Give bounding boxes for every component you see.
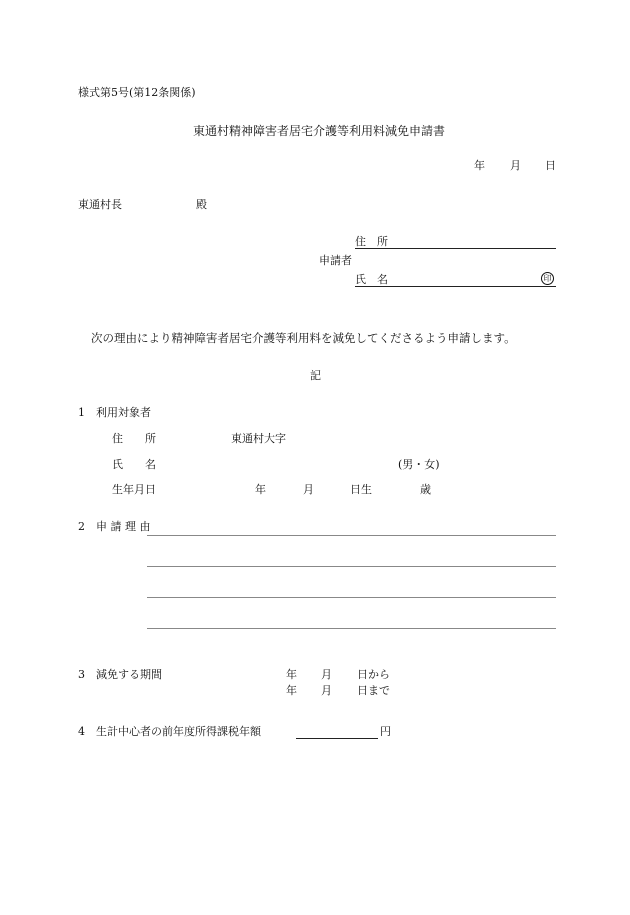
applicant-group-label: 申請者 bbox=[319, 254, 352, 267]
period-to-year: 年 bbox=[286, 684, 297, 697]
income-tax-amount-field[interactable] bbox=[296, 738, 378, 739]
period-from-year: 年 bbox=[286, 668, 297, 681]
addressee-honorific: 殿 bbox=[196, 198, 207, 211]
dob-year: 年 bbox=[255, 483, 266, 496]
reason-line-3[interactable] bbox=[147, 597, 556, 598]
section4-label: 生計中心者の前年度所得課税年額 bbox=[96, 725, 261, 738]
date-year-label: 年 bbox=[474, 159, 485, 172]
subject-address-value: 東通村大字 bbox=[231, 432, 286, 445]
yen-unit: 円 bbox=[380, 725, 391, 738]
period-from-day: 日から bbox=[357, 668, 390, 681]
date-day-label: 日 bbox=[545, 159, 556, 172]
document-title: 東通村精神障害者居宅介護等利用料減免申請書 bbox=[193, 124, 446, 138]
section2-label: 申 請 理 由 bbox=[96, 520, 151, 533]
reason-line-2[interactable] bbox=[147, 566, 556, 567]
dob-month: 月 bbox=[303, 483, 314, 496]
subject-dob-label: 生年月日 bbox=[112, 483, 156, 496]
subject-name-label: 氏 名 bbox=[112, 458, 156, 471]
period-to-month: 月 bbox=[321, 684, 332, 697]
applicant-address-label: 住 所 bbox=[355, 235, 388, 248]
form-number: 様式第5号(第12条関係) bbox=[78, 86, 196, 99]
period-from-month: 月 bbox=[321, 668, 332, 681]
period-to-day: 日まで bbox=[357, 684, 390, 697]
section4-number: 4 bbox=[78, 725, 85, 738]
section1-label: 利用対象者 bbox=[96, 406, 151, 419]
applicant-address-field[interactable] bbox=[355, 248, 556, 249]
ki-heading: 記 bbox=[310, 369, 321, 382]
date-month-label: 月 bbox=[510, 159, 521, 172]
section1-number: 1 bbox=[78, 406, 85, 419]
subject-sex: (男・女) bbox=[398, 458, 440, 471]
section3-number: 3 bbox=[78, 668, 85, 681]
applicant-name-field[interactable] bbox=[355, 286, 556, 287]
dob-day: 日生 bbox=[350, 483, 372, 496]
reason-line-1[interactable] bbox=[147, 535, 556, 536]
subject-age: 歳 bbox=[420, 483, 431, 496]
section2-number: 2 bbox=[78, 520, 85, 533]
addressee-name: 東通村長 bbox=[78, 198, 122, 211]
request-text: 次の理由により精神障害者居宅介護等利用料を減免してくださるよう申請します。 bbox=[91, 331, 516, 345]
reason-line-4[interactable] bbox=[147, 628, 556, 629]
applicant-name-label: 氏 名 bbox=[355, 273, 388, 286]
subject-address-label: 住 所 bbox=[112, 432, 156, 445]
section3-label: 減免する期間 bbox=[96, 668, 162, 681]
seal-mark: 印 bbox=[541, 272, 554, 285]
